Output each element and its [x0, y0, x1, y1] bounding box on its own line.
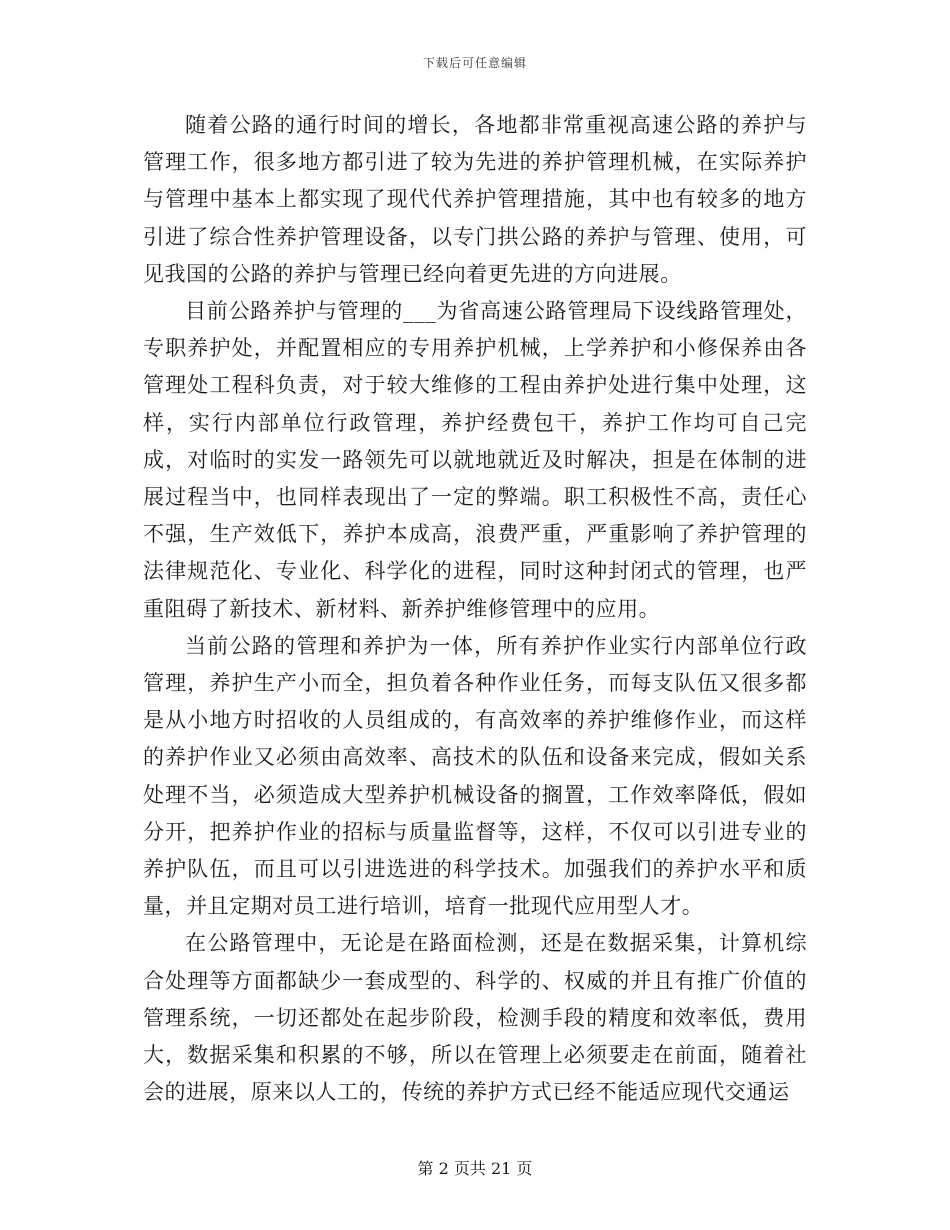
paragraph: 目前公路养护与管理的___为省高速公路管理局下设线路管理处，专职养护处，并配置相应的专用养护机械，上学养护和小修保养由各管理处工程科负责，对于较大维修的工程由养护处进行集中处理，这样，实行内部单位行政管理，养护经费包干，养护工作均可自己完成，对临时的实发一路领先可以就地就近及时解决，担是在体制的进展过程当中，也同样表现出了一定的弊端。职工积极性不高，责任心不强，生产效低下，养护本成高，浪费严重，严重影响了养护管理的法律规范化、专业化、科学化的进程，同时这种封闭式的管理，也严重阻碍了新技术、新材料、新养护维修管理中的应用。 [143, 299, 807, 621]
paragraph: 当前公路的管理和养护为一体，所有养护作业实行内部单位行政管理，养护生产小而全，担负着各种作业任务，而每支队伍又很多都是从小地方时招收的人员组成的，有高效率的养护维修作业，而这样的养护作业又必须由高效率、高技术的队伍和设备来完成，假如关系处理不当，必须造成大型养护机械设备的搁置，工作效率降低，假如分开，把养护作业的招标与质量监督等，这样，不仅可以引进专业的养护队伍，而且可以引进选进的科学技术。加强我们的养护水平和质量，并且定期对员工进行培训，培育一批现代应用型人才。 [143, 633, 807, 919]
document-body [143, 107, 807, 1111]
page-header: 下载后可任意编辑 [422, 56, 527, 70]
paragraph: 随着公路的通行时间的增长，各地都非常重视高速公路的养护与管理工作，很多地方都引进了较为先进的养护管理机械，在实际养护与管理中基本上都实现了现代代养护管理措施，其中也有较多的地方引进了综合性养护管理设备，以专门拱公路的养护与管理、使用，可见我国的公路的养护与管理已经向着更先进的方向进展。 [143, 113, 807, 286]
page-number: 第 2 页共 21 页 [417, 1159, 533, 1178]
paragraph: 在公路管理中，无论是在路面检测，还是在数据采集，计算机综合处理等方面都缺少一套成型的、科学的、权威的并且有推广价值的管理系统，一切还都处在起步阶段，检测手段的精度和效率低，费用大，数据采集和积累的不够，所以在管理上必须要走在前面，随着社会的进展，原来以人工的，传统的养护方式已经不能适应现代交通运 [143, 931, 807, 1105]
